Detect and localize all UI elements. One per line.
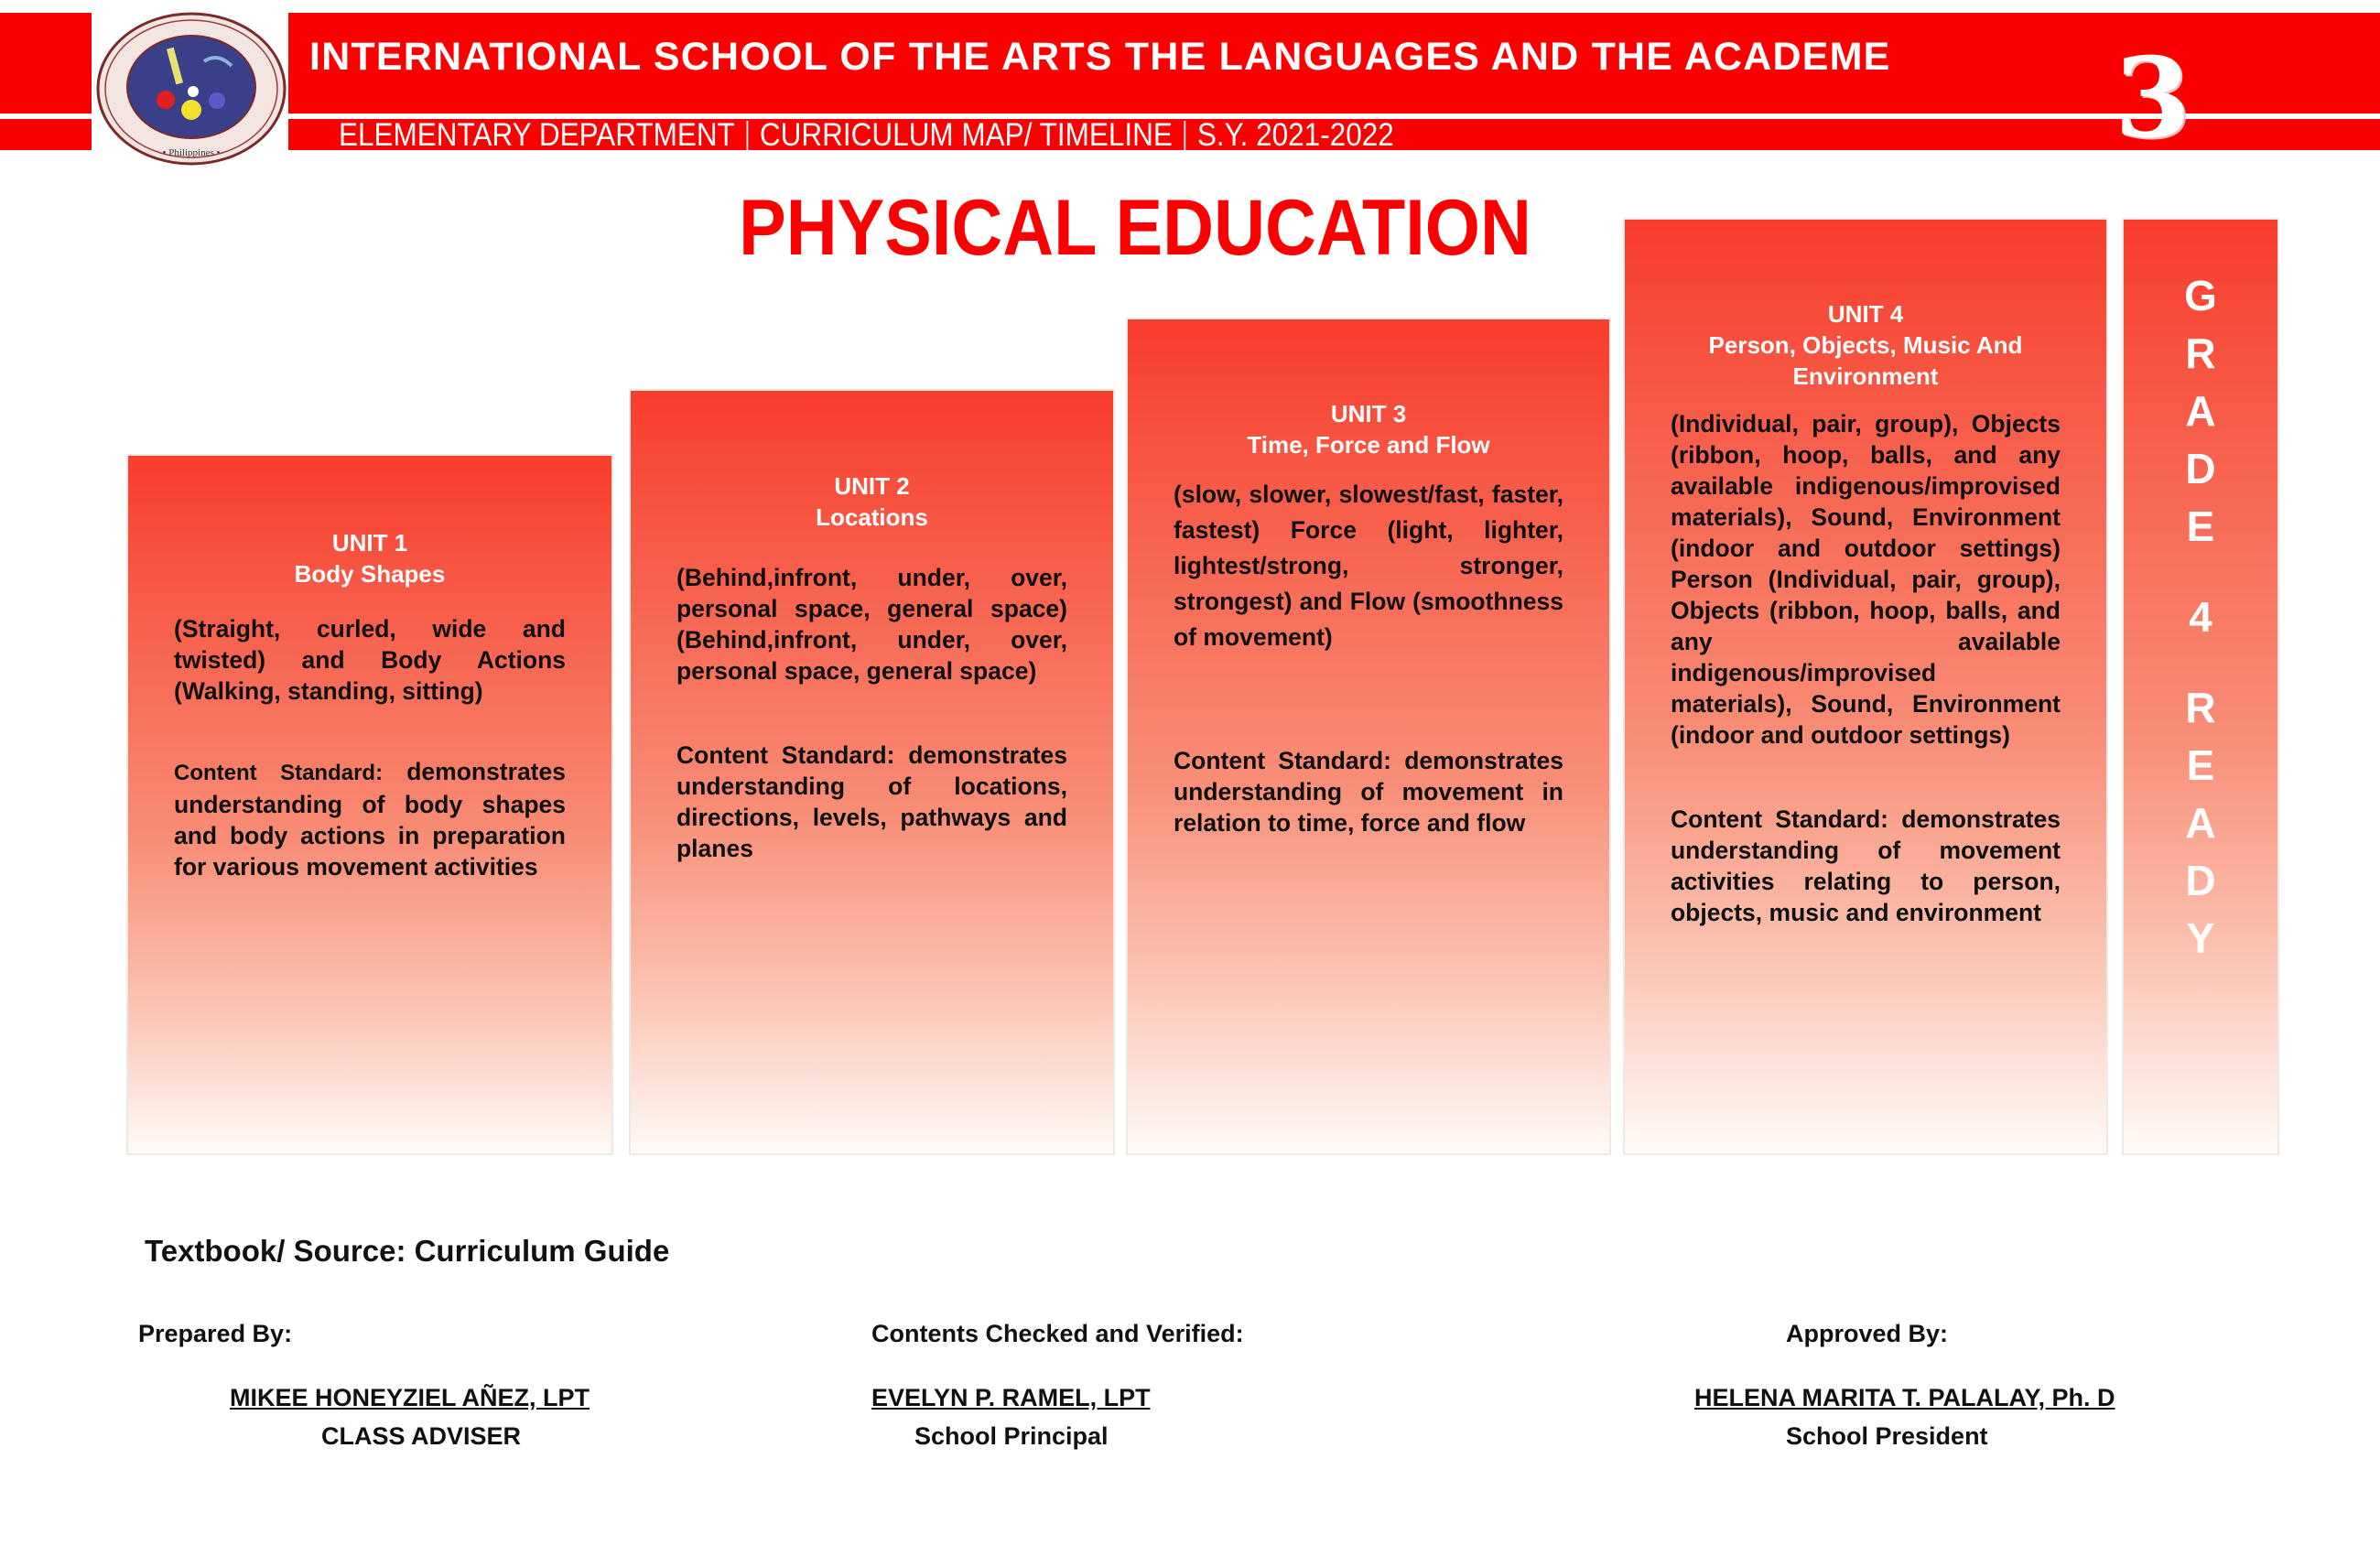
svg-text:• Philippines •: • Philippines • xyxy=(162,147,221,158)
header-divider xyxy=(0,113,92,119)
unit-title: Locations xyxy=(816,503,928,531)
content-standard xyxy=(174,756,566,882)
grade-ready-banner xyxy=(2122,218,2279,1155)
unit-heading xyxy=(676,470,1067,533)
header-subtitle xyxy=(339,117,1394,154)
school-seal-icon xyxy=(94,11,288,167)
textbook-source: Textbook/ Source: Curriculum Guide xyxy=(145,1234,670,1268)
department-label: ELEMENTARY DEPARTMENT xyxy=(339,117,735,153)
content-standard-text: demonstrates understanding of body shapes and body actions in preparation for various movement activities xyxy=(174,758,566,881)
approved-by-label: Approved By: xyxy=(1786,1320,1949,1347)
school-name: INTERNATIONAL SCHOOL OF THE ARTS THE LANGUAGES AND THE ACADEME xyxy=(309,35,1891,79)
unit-heading xyxy=(1174,398,1563,460)
preparer-name: MIKEE HONEYZIEL AÑEZ, LPT xyxy=(230,1384,590,1411)
content-standard xyxy=(676,740,1067,864)
unit-topics: (Individual, pair, group), Objects (ribbon, hoop, balls, and any available indigenous/improvised materials), Sound, Environment (indoor and outdoor settings) Person (Individual, pair, group), Objects (ribbon, hoop, balls, and any available indigenous/improvised materials), Sound, Environment (indoor and outdoor settings) xyxy=(1671,410,2061,749)
content-standard-label: Content Standard: xyxy=(1671,805,1888,833)
unit-heading xyxy=(174,527,566,589)
verifier-name: EVELYN P. RAMEL, LPT xyxy=(871,1384,1151,1411)
content-standard-text: demonstrates understanding of movement in relation to time, force and flow xyxy=(1174,747,1563,837)
unit-topics: (Straight, curled, wide and twisted) and Body Actions (Walking, standing, sitting) xyxy=(174,615,566,705)
school-logo xyxy=(94,11,288,167)
document-type-label: CURRICULUM MAP/ TIMELINE xyxy=(759,117,1173,153)
checked-verified-label: Contents Checked and Verified: xyxy=(871,1320,1244,1347)
header-left-block xyxy=(0,13,92,150)
separator xyxy=(747,121,749,150)
content-standard-label: Content Standard: xyxy=(676,741,895,769)
unit-card-2 xyxy=(629,389,1115,1155)
prepared-by-label: Prepared By: xyxy=(138,1320,293,1347)
content-standard-text: demonstrates understanding of locations, directions, levels, pathways and planes xyxy=(676,741,1067,862)
content-standard-label: Content Standard: xyxy=(174,761,384,785)
verifier-role: School Principal xyxy=(914,1422,1109,1450)
grade-ready-text: G R A D E 4 R E A D Y xyxy=(2184,272,2217,962)
unit-card-1 xyxy=(126,454,613,1155)
approver-name: HELENA MARITA T. PALALAY, Ph. D xyxy=(1694,1384,2115,1411)
content-standard-label: Content Standard: xyxy=(1174,747,1391,774)
content-standard-text: demonstrates understanding of movement activities relating to person, objects, music and environment xyxy=(1671,805,2061,926)
unit-topics: (slow, slower, slowest/fast, faster, fastest) Force (light, lighter, lightest/strong, stronger, strongest) and Flow (smoothness of movement) xyxy=(1174,481,1563,651)
page-title: PHYSICAL EDUCATION xyxy=(739,184,1531,272)
separator xyxy=(1184,121,1185,150)
unit-label: UNIT 1 xyxy=(331,529,408,556)
unit-title: Body Shapes xyxy=(294,560,446,588)
school-year-label: S.Y. 2021-2022 xyxy=(1196,117,1394,153)
unit-label: UNIT 4 xyxy=(1827,300,1904,328)
content-standard xyxy=(1671,804,2061,928)
unit-label: UNIT 2 xyxy=(834,472,910,500)
approver-role: School President xyxy=(1786,1422,1988,1450)
content-standard xyxy=(1174,745,1563,838)
unit-card-4 xyxy=(1623,218,2108,1155)
unit-label: UNIT 3 xyxy=(1330,400,1407,427)
preparer-role: CLASS ADVISER xyxy=(321,1422,522,1450)
unit-topics: (Behind,infront, under, over, personal space, general space) (Behind,infront, under, over, personal space, general space) xyxy=(676,564,1067,685)
unit-heading xyxy=(1671,298,2061,392)
unit-title: Person, Objects, Music And Environment xyxy=(1708,331,2023,390)
grade-number: 3 xyxy=(2115,34,2191,163)
unit-card-3 xyxy=(1126,318,1611,1155)
unit-title: Time, Force and Flow xyxy=(1247,431,1490,459)
